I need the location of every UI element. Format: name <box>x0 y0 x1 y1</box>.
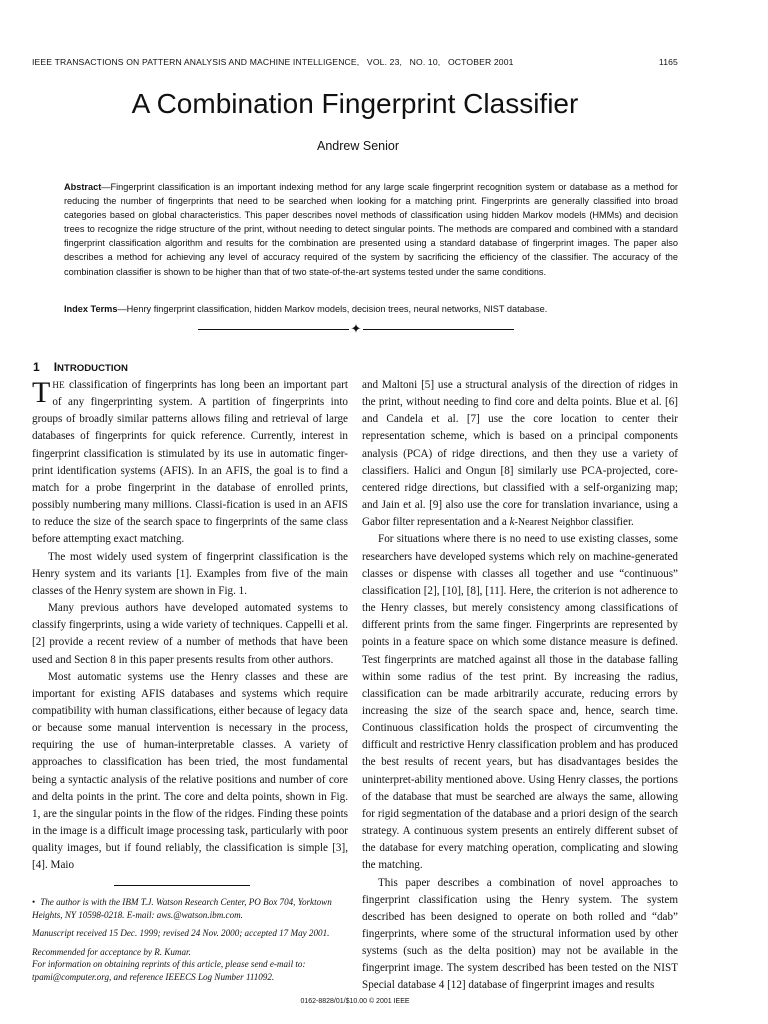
section-title-rest: NTRODUCTION <box>57 363 128 374</box>
author-name: Andrew Senior <box>317 139 399 153</box>
running-head <box>32 57 678 67</box>
k-italic: k <box>509 516 515 529</box>
intro-paragraph-4: Most automatic systems use the Henry classes and these are important for existing AFIS databases and systems which require compatibility with human classifications, either because of legacy data or because some manual intervention is necessary in the process, requiring the use of human-interpretable classes. A variety of approaches to classification has been tried, the most fundamental being a syntactic analysis of the relative positions and number of core and delta points in the print. The core and delta points, shown in Fig. 1, are the singular points in the flow of the ridges. Finding these points in the image is a difficult image processing task, particularly with poor quality images, but if found reliably, the classification is simple [3], [4]. Maio <box>32 670 348 872</box>
intro-paragraph-1 <box>32 377 348 549</box>
abstract <box>64 180 678 279</box>
intro-paragraph-5-end: classifier. <box>588 516 634 529</box>
footnote-reprints: For information on obtaining reprints of this article, please send e-mail to: tpami@computer.org, and reference IEEECS Log Number 111092. <box>32 959 306 982</box>
index-terms-text: —Henry fingerprint classification, hidden Markov models, decision trees, neural networks, NIST database. <box>117 304 548 314</box>
section-title-initial: I <box>53 360 58 374</box>
intro-paragraph-5 <box>362 377 678 531</box>
index-terms-label: Index Terms <box>64 304 118 314</box>
footnote-rule <box>114 885 250 886</box>
index-terms <box>64 302 678 316</box>
footnote-affiliation-text: The author is with the IBM T.J. Watson Research Center, PO Box 704, Yorktown Heights, NY 10598-0218. E-mail: aws.@watson.ibm.com. <box>32 897 332 920</box>
divider-diamond-icon: ✦ <box>350 321 362 336</box>
section-number: 1 <box>33 360 40 374</box>
intro-paragraph-2: The most widely used system of fingerprint classification is the Henry system and its variants [1]. Examples from five of the main classes of the Henry system are shown in Fig. 1. <box>32 550 348 597</box>
footnote-affiliation <box>32 896 348 921</box>
abstract-label: Abstract <box>64 182 102 192</box>
footnotes <box>32 896 348 984</box>
intro-paragraph-5-text: and Maltoni [5] use a structural analysis of the direction of ridges in the print, without needing to find core and delta points. Blue et al. [6] and Candela et al. [7] use the core location to center their representation scheme, which is based on a principal components analysis (PCA) of ridge directions, and then they use a variety of classifiers. Halici and Ongun [8] similarly use PCA-projected, core-centered ridge directions, but classified with a self-organizing map; and Jain et al. [9] also use the core for translation invariance, using a Gabor filter representation and a <box>362 379 678 529</box>
page-number: 1165 <box>658 57 678 67</box>
journal-header: IEEE TRANSACTIONS ON PATTERN ANALYSIS AND MACHINE INTELLIGENCE, VOL. 23, NO. 10, OCTOBER 2001 <box>32 57 514 67</box>
intro-paragraph-7: This paper describes a combination of novel approaches to fingerprint classification using the Henry system. The system described has been designed to operate on both rolled and “dab” fingerprints, where some of the structural information used by other systems (such as the delta position) may not be available in the fingerprint image. The system described has been tested on the NIST Special database 4 [12] database of fingerprint images and results <box>362 876 678 992</box>
footnote-recommended: Recommended for acceptance by R. Kumar. <box>32 946 191 957</box>
paper-title: A Combination Fingerprint Classifier <box>131 88 579 119</box>
intro-paragraph-6: For situations where there is no need to use existing classes, some researchers have developed systems which rely on machine-generated classes or dispense with classes all together and use “continuous” classification [2], [10], [8], [11]. Here, the criterion is not adherence to the Henry classes, but merely consistency among classifications of different prints from the same finger. Fingerprints are represented by points in a feature space on which some distance measure is defined. Test fingerprints are matched against all those in the database falling within some radius of the test print. By increasing the radius, classification can be made arbitrarily accurate, reducing errors by increasing the size of the search space and, hence, search time. Continuous classification holds the prospect of circumventing the difficult and restrictive Henry classification problem and has produced the best results of recent years, but has disadvantages besides the uninterpret-ability mentioned above. Using Henry classes, the portions of the database that must be searched are always the same, allowing for rigid segmentation of the database and a priori design of the search strategy. A continuous system presents an entirely different subset of the database for every matching operation, complicating and slowing the matching. <box>362 533 678 872</box>
abstract-text: —Fingerprint classification is an important indexing method for any large scale fingerprint recognition system or database as a method for reducing the number of fingerprints that need to be searched when looking for a matching print. Fingerprints are generally classified into broad categories based on global characteristics. This paper describes novel methods of classification using hidden Markov models (HMMs) and decision trees to recognize the ridge structure of the print, without needing to detect singular points. The methods are compared and combined with a standard fingerprint classification algorithm and results for the combination are presented using a standard database of fingerprint images. The paper also describes a method for achieving any level of accuracy required of the system by sacrificing the efficiency of the classifier. The accuracy of the combination classifier is shown to be higher than that of two state-of-the-art systems tested under the same conditions. <box>64 182 678 277</box>
section-heading <box>33 360 128 374</box>
nearest-neighbor-smallcaps: -Nearest Neighbor <box>514 517 589 529</box>
copyright-line: 0162-8828/01/$10.00 © 2001 IEEE <box>300 998 410 1005</box>
footnote-manuscript: Manuscript received 15 Dec. 1999; revised 24 Nov. 2000; accepted 17 May 2001. <box>32 928 330 939</box>
intro-paragraph-1-text: classification of fingerprints has long been an important part of any fingerprinting system. A partition of fingerprints into groups of broadly similar patterns allows filing and retrieval of large databases of fingerprints for quick reference. Currently, interest in fingerprint classification is stimulated by its use in automatic finger-print identification systems (AFIS). In an AFIS, the goal is to find a match for a probe fingerprint in the database of enrolled prints, possibly numbering many millions. Classi-fication is used in an AFIS to reduce the size of the search space to fingerprints of the same class before attempting exact matching. <box>32 379 348 546</box>
drop-cap: T <box>32 376 51 409</box>
left-column <box>32 377 348 875</box>
drop-cap-rest: HE <box>52 380 65 390</box>
intro-paragraph-3: Many previous authors have developed automated systems to classify fingerprints, using a wide variety of techniques. Cappelli et al. [2] provide a recent review of a number of methods that have been used and Section 8 in this paper presents results from other authors. <box>32 602 348 666</box>
footnote-bullet-icon: • <box>32 897 36 907</box>
right-column <box>362 377 678 995</box>
